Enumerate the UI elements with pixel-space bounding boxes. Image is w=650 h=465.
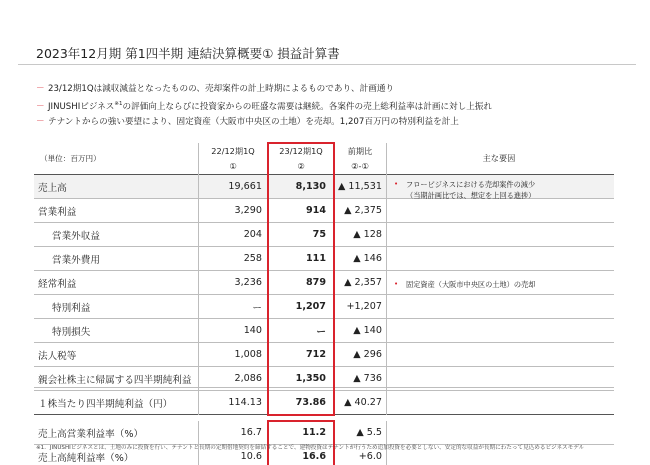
diff-value: ▲ 736 [353,373,382,384]
bullet-text-pre: JINUSHIビジネス [48,101,115,112]
diff-value: ▲ 296 [353,349,382,360]
q2-value: 1,207 [295,301,326,312]
header-q1-marker: ① [229,160,237,171]
q1-value: 10.6 [240,451,262,462]
row-label: 売上高営業利益率（%） [38,428,144,440]
note-text: 固定資産（大阪市中央区の土地）の売却 [406,280,536,289]
row-label: 営業外費用 [52,254,100,266]
row-label: 売上高純利益率（%） [38,452,134,464]
title-divider [18,64,636,65]
diff-value: ▲ 140 [353,325,382,336]
diff-value: ▲ 40.27 [344,397,382,408]
q2-value: 11.2 [302,427,326,438]
q2-value: 1,350 [295,373,326,384]
q2-value: 712 [305,349,326,360]
q2-value: 75 [312,229,326,240]
q2-value: 914 [305,205,326,216]
header-q1 [198,143,268,174]
bullet-text: テナントからの強い要望により、固定資産（大阪市中央区の土地）を売却。1,207百万円の特別利益を計上 [48,116,459,127]
bullet-item [36,82,492,97]
diff-value: +1,207 [346,301,382,312]
header-diff-title: 前期比 [347,145,373,156]
note-subtext: （当期計画比では、想定を上回る進捗） [406,191,536,200]
page-title: 2023年12月期 第1四半期 連結決算概要① 損益計算書 [36,46,340,61]
diff-value: ▲ 5.5 [356,427,382,438]
footnote-ref: ※1 [114,101,123,107]
diff-value: ▲ 2,357 [344,277,382,288]
q2-value: 8,130 [295,181,326,192]
row-label: 売上高 [38,182,67,194]
unit-label: （単位：百万円） [40,154,101,163]
header-diff-marker: ②-① [351,160,369,171]
row-label: 法人税等 [38,350,77,362]
q1-value: 1,008 [234,349,262,360]
header-q1-title: 22/12期1Q [211,145,255,156]
q1-value: 16.7 [240,427,262,438]
q1-value: 2,086 [234,373,262,384]
q2-value: ー [316,326,326,338]
bullet-dash: － [36,101,45,112]
row-label: 経常利益 [38,278,77,290]
q1-value: 258 [243,253,262,264]
q1-value: 3,290 [234,205,262,216]
header-q2-title: 23/12期1Q [279,145,323,156]
row-note [394,175,604,198]
bullet-dash: － [36,116,45,127]
q2-value: 16.6 [302,451,326,462]
current-quarter-highlight [267,142,335,416]
header-diff [334,143,386,174]
row-label: 特別利益 [52,302,91,314]
row-label: 親会社株主に帰属する四半期純利益 [38,374,192,386]
diff-value: ▲ 128 [353,229,382,240]
note-text: フロービジネスにおける売却案件の減少 [406,180,536,189]
q1-value: 204 [243,229,262,240]
row-label: 営業利益 [38,206,77,218]
diff-value: +6.0 [358,451,382,462]
q1-value: 3,236 [234,277,262,288]
header-q2-marker: ② [297,160,305,171]
summary-bullets [36,82,492,130]
note-bullet-icon: • [394,280,399,288]
q1-value: ー [252,302,262,314]
q1-value: 140 [243,325,262,336]
q2-value: 73.86 [295,397,326,408]
row-note [394,275,604,299]
column-divider [198,143,199,415]
note-bullet-icon: • [394,180,399,188]
header-note: 主な要因 [482,153,516,163]
bullet-text-post: の評価向上ならびに投資家からの旺盛な需要は継続。各案件の売上総利益率は計画に対し上振れ [122,101,493,112]
diff-value: ▲ 2,375 [344,205,382,216]
bullet-dash: － [36,84,45,94]
bullet-item [36,97,492,115]
q2-value: 111 [305,253,326,264]
diff-value: ▲ 146 [353,253,382,264]
row-label: 営業外収益 [52,230,100,242]
footnote: ※1．JINUSHIビジネスとは、土地のみに投資を行い、テナントと長期の定期借地契約を締結することで、建物投資はテナントが行うため追加投資を必要としない、安定的な収益が長期にわたって見込めるビジネスモデル [36,445,585,451]
diff-value: ▲ 11,531 [338,181,382,192]
q1-value: 114.13 [228,397,262,408]
q1-value: 19,661 [228,181,262,192]
bullet-item [36,115,492,130]
q2-value: 879 [305,277,326,288]
bullet-text: 23/12期1Qは減収減益となったものの、売却案件の計上時期によるものであり、計画通り [48,84,395,94]
row-label: １株当たり四半期純利益（円） [38,398,173,410]
column-divider [386,143,387,415]
row-label: 特別損失 [52,326,91,338]
